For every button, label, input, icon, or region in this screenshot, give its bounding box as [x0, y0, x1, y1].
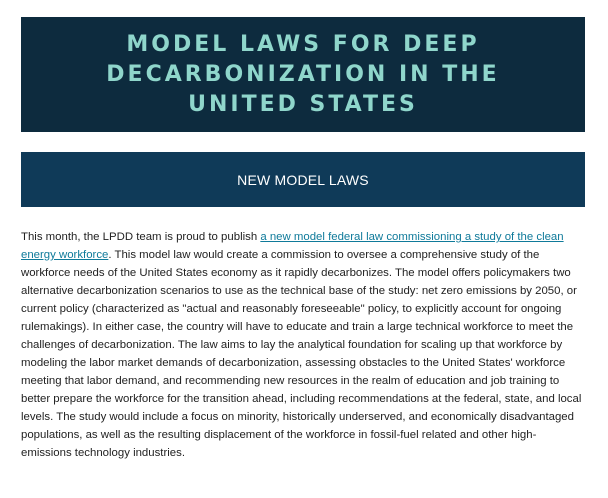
- banner-title: MODEL LAWS FOR DEEP DECARBONIZATION IN THE UNITED STATES: [106, 31, 500, 117]
- section-title: NEW MODEL LAWS: [237, 171, 369, 188]
- hero-banner: [21, 17, 585, 132]
- section-header: [21, 152, 585, 207]
- model-law-link[interactable]: a new model federal law commissioning a study of the clean energy workforce: [21, 231, 564, 261]
- article-paragraph: [21, 228, 585, 462]
- article-intro: This month, the LPDD team is proud to publish: [21, 231, 261, 243]
- article-body: . This model law would create a commission to oversee a comprehensive study of the workforce needs of the United States economy as it rapidly decarbonizes. The model offers policymakers two alternative decarbonization scenarios to use as the technical base of the study: net zero emissions by 2050, or current policy (characterized as "actual and reasonably foreseeable" policy, to explicitly account for ongoing rulemakings). In either case, the country will have to educate and train a large technical workforce to meet the challenges of decarbonization. The law aims to lay the analytical foundation for scaling up that workforce by modeling the labor market demands of decarbonization, assessing obstacles to the United States' workforce meeting that labor demand, and recommending new resources in the realm of education and job training to better prepare the workforce for the transition ahead, including recommendations at the federal, state, and local levels. The study would include a focus on minority, historically underserved, and economically disadvantaged populations, as well as the resulting displacement of the workforce in fossil-fuel related and other high-emissions technology industries.: [21, 249, 582, 459]
